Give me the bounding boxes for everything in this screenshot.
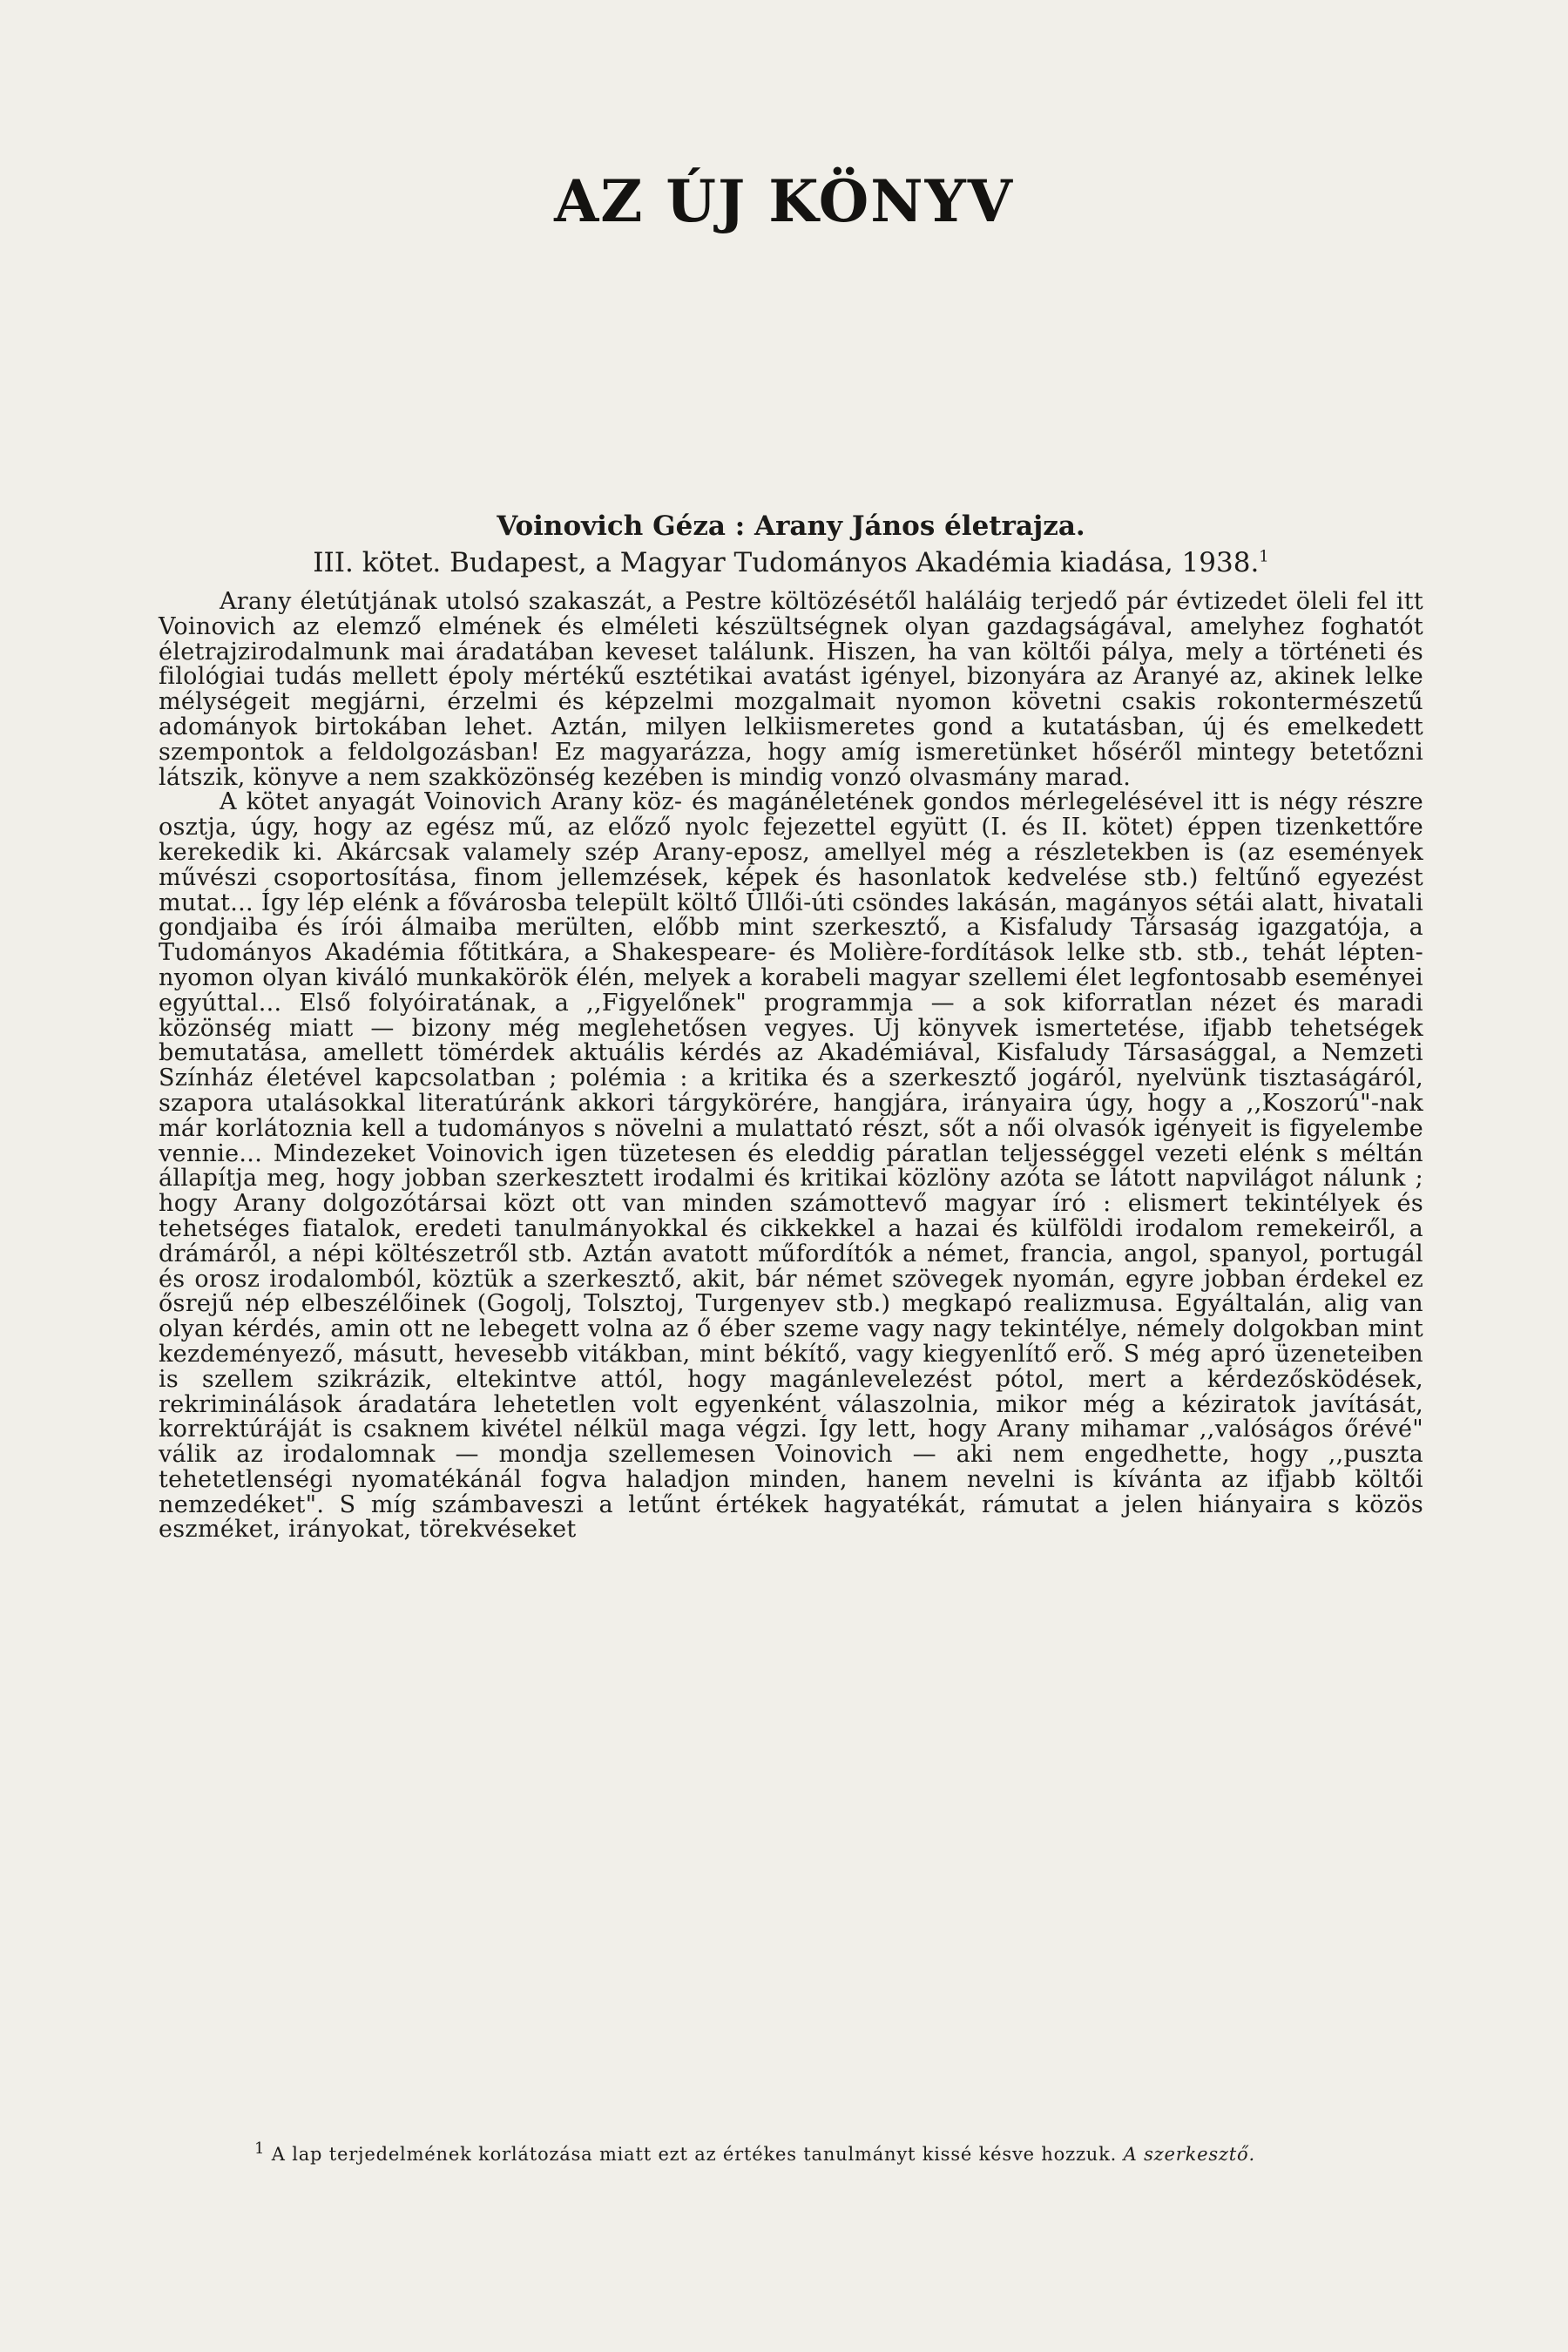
book-details-text: III. kötet. Budapest, a Magyar Tudományos Akadémia kiadása, 1938. <box>313 547 1260 578</box>
footnote-marker: 1 <box>254 2139 266 2158</box>
review-paragraph-2: A kötet anyagát Voinovich Arany köz- és magánéletének gondos mérlegelésével itt is négy részre osztja, úgy, hogy az egész mű, az előző nyolc fejezettel együtt (I. és II. kötet) éppen tizenkettőre kerekedik ki. Akárcsak valamely szép Arany-eposz, amellyel még a részletekben is (az események művészi csoportosítása, finom jellemzések, képek és hasonlatok kedvelése stb.) feltűnő egyezést mutat... Így lép elénk a fővárosba települt költő Üllői-úti csöndes lakásán, magányos sétái alatt, hivatali gondjaiba és írói álmaiba merülten, előbb mint szerkesztő, a Kisfaludy Társaság igazgatója, a Tudományos Akadémia főtitkára, a Shakespeare- és Molière-fordítások lelke stb. stb., tehát lépten-nyomon olyan kiváló munkakörök élén, melyek a korabeli magyar szellemi élet legfontosabb eseményei egyúttal... Első folyóiratának, a ,,Figyelőnek" programmja — a sok kiforratlan nézet és maradi közönség miatt — bizony még meglehetősen vegyes. Uj könyvek ismertetése, ifjabb tehetségek bemutatása, amellett tömérdek aktuális kérdés az Akadémiával, Kisfaludy Társasággal, a Nemzeti Színház életével kapcsolatban ; polémia : a kritika és a szerkesztő jogáról, nyelvünk tisztaságáról, szapora utalásokkal literatúránk akkori tárgykörére, hangjára, irányaira úgy, hogy a ,,Koszorú"-nak már korlátoznia kell a tudományos s növelni a mulattató részt, sőt a női olvasók igényeit is figyelembe vennie... Mindezeket Voinovich igen tüzetesen és eleddig páratlan teljességgel vezeti elénk s méltán állapítja meg, hogy jobban szerkesztett irodalmi és kritikai közlöny azóta se látott napvilágot nálunk ; hogy Arany dolgozótársai közt ott van minden számottevő magyar író : elismert tekintélyek és tehetséges fiatalok, eredeti tanulmányokkal és cikkekkel a hazai és külföldi irodalom remekeiről, a drámáról, a népi költészetről stb. Aztán avatott műfordítók a német, francia, angol, spanyol, portugál és orosz irodalomból, köztük a szerkesztő, akit, bár német szövegek nyomán, egyre jobban érdekel ez ősrejű nép elbeszélőinek (Gogolj, Tolsztoj, Turgenyev stb.) megkapó realizmusa. Egyáltalán, alig van olyan kérdés, amin ott ne lebegett volna az ő éber szeme vagy nagy tekintélye, némely dolgokban mint kezdeményező, másutt, hevesebb vitákban, mint békítő, vagy kiegyenlítő erő. S még apró üzeneteiben is szellem szikrázik, eltekintve attól, hogy magánlevelezést pótol, mert a kérdezősködések, rekriminálások áradatára lehetetlen volt egyenként válaszolnia, mikor még a kéziratok javítását, korrektúráját is csaknem kivétel nélkül maga végzi. Így lett, hogy Arany mihamar ,,valóságos őrévé" válik az irodalomnak — mondja szellemesen Voinovich — aki nem engedhette, hogy ,,puszta tehetetlenségi nyomatékánál fogva haladjon minden, hanem nevelni is kívánta az ifjabb költői nemzedéket". S míg számbaveszi a letűnt értékek hagyatékát, rámutat a jelen hiányaira s közös eszméket, irányokat, törekvéseket <box>159 788 1424 1544</box>
book-heading: Voinovich Géza : Arany János életrajza. <box>497 510 1085 542</box>
footnote-reference: 1 <box>1259 547 1269 566</box>
footnote-text: A lap terjedelmének korlátozása miatt ezt az értékes tanulmányt kissé késve hozzuk. <box>271 2144 1118 2165</box>
footnote-signature: A szerkesztő. <box>1123 2144 1255 2165</box>
review-paragraph-1: Arany életútjának utolsó szakaszát, a Pestre költözésétől haláláig terjedő pár évtizedet öleli fel itt Voinovich az elemző elmének és elméleti készültségnek olyan gazdagságával, amelyhez foghatót életrajzirodalmunk mai áradatában keveset találunk. Hiszen, ha van költői pálya, mely a történeti és filológiai tudás mellett époly mértékű esztétikai avatást igényel, bizonyára az Aranyé az, akinek lelke mélységeit megjárni, érzelmi és képzelmi mozgalmait nyomon követni csakis rokontermészetű adományok birtokában lehet. Aztán, milyen lelkiismeretes gond a kutatásban, új és emelkedett szempontok a feldolgozásban! Ez magyarázza, hogy amíg ismeretünket hőséről mintegy betetőzni látszik, könyve a nem szakközönség kezében is mindig vonzó olvasmány marad. <box>159 588 1423 791</box>
page-title: AZ ÚJ KÖNYV <box>554 167 1014 235</box>
book-details <box>159 546 1423 579</box>
footnote <box>159 2141 1423 2167</box>
book-review <box>159 510 1423 1543</box>
